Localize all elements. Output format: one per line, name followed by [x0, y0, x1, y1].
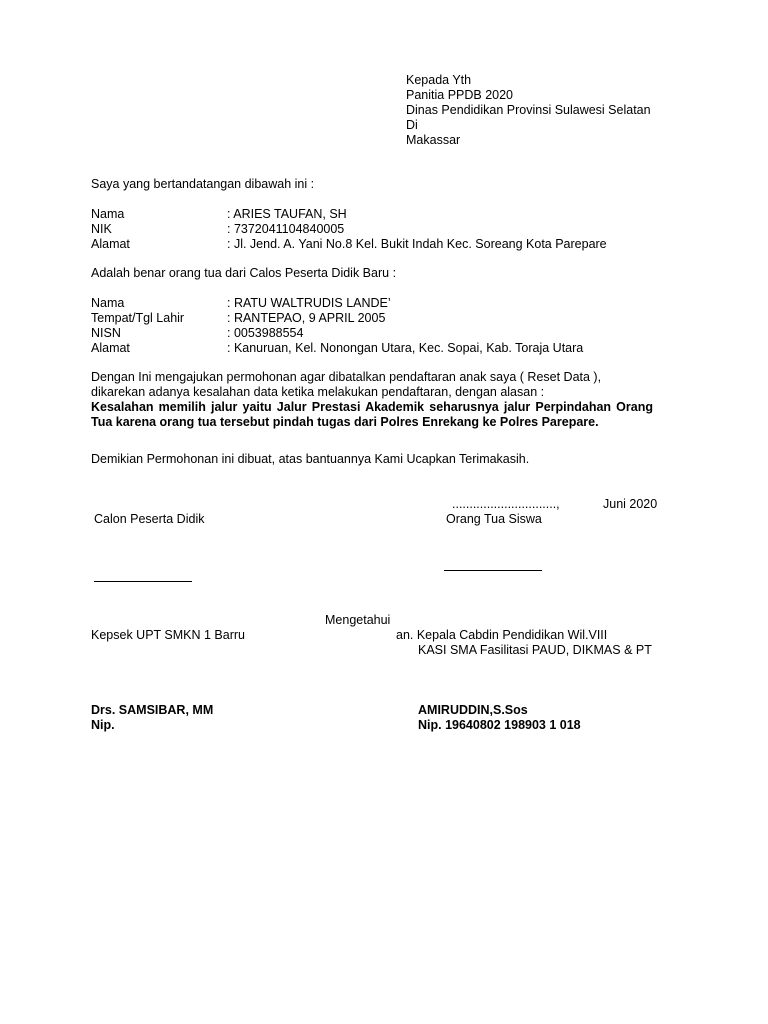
recipient-line-1: Kepada Yth [406, 73, 472, 87]
recipient-line-5: Makassar [406, 133, 461, 147]
student-birth-value: : RANTEPAO, 9 APRIL 2005 [227, 311, 386, 325]
principal-title: Kepsek UPT SMKN 1 Barru [91, 628, 245, 642]
principal-nip: Nip. [91, 718, 115, 732]
request-line-2: dikarekan adanya kesalahan data ketika melakukan pendaftaran, dengan alasan : [91, 385, 545, 399]
student-nisn-label: NISN [91, 326, 121, 340]
branch-title-2: KASI SMA Fasilitasi PAUD, DIKMAS & PT [418, 643, 652, 657]
date-place: .............................., [452, 497, 560, 511]
parent-signature-line [444, 570, 542, 571]
parent-nik-label: NIK [91, 222, 112, 236]
student-signature-line [94, 581, 192, 582]
parent-address-value: : Jl. Jend. A. Yani No.8 Kel. Bukit Indah Kec. Soreang Kota Parepare [227, 237, 607, 251]
student-nisn-value: : 0053988554 [227, 326, 304, 340]
principal-name: Drs. SAMSIBAR, MM [91, 703, 214, 717]
official-nip: Nip. 19640802 198903 1 018 [418, 718, 581, 732]
closing-text: Demikian Permohonan ini dibuat, atas bantuannya Kami Ucapkan Terimakasih. [91, 452, 530, 466]
recipient-line-4: Di [406, 118, 418, 132]
statement-text: Adalah benar orang tua dari Calos Peserta Didik Baru : [91, 266, 397, 280]
parent-address-label: Alamat [91, 237, 130, 251]
request-line-1: Dengan Ini mengajukan permohonan agar dibatalkan pendaftaran anak saya ( Reset Data ), [91, 370, 602, 384]
student-signature-label: Calon Peserta Didik [94, 512, 205, 526]
acknowledged-label: Mengetahui [325, 613, 391, 627]
student-address-label: Alamat [91, 341, 130, 355]
recipient-line-2: Panitia PPDB 2020 [406, 88, 514, 102]
parent-name-label: Nama [91, 207, 125, 221]
recipient-line-3: Dinas Pendidikan Provinsi Sulawesi Selatan [406, 103, 651, 117]
student-name-label: Nama [91, 296, 125, 310]
student-birth-label: Tempat/Tgl Lahir [91, 311, 185, 325]
student-address-value: : Kanuruan, Kel. Nonongan Utara, Kec. Sopai, Kab. Toraja Utara [227, 341, 584, 355]
request-reason: Kesalahan memilih jalur yaitu Jalur Prestasi Akademik seharusnya jalur Perpindahan Orang Tua karena orang tua tersebut pindah tugas dari Polres Enrekang ke Polres Parepare. [91, 400, 653, 429]
parent-nik-value: : 7372041104840005 [227, 222, 345, 236]
parent-signature-label: Orang Tua Siswa [446, 512, 542, 526]
date-month-year: Juni 2020 [603, 497, 658, 511]
student-name-value: : RATU WALTRUDIS LANDE’ [227, 296, 391, 310]
official-name: AMIRUDDIN,S.Sos [418, 703, 528, 717]
parent-name-value: : ARIES TAUFAN, SH [227, 207, 347, 221]
branch-title-1: an. Kepala Cabdin Pendidikan Wil.VIII [396, 628, 608, 642]
intro-text: Saya yang bertandatangan dibawah ini : [91, 177, 315, 191]
